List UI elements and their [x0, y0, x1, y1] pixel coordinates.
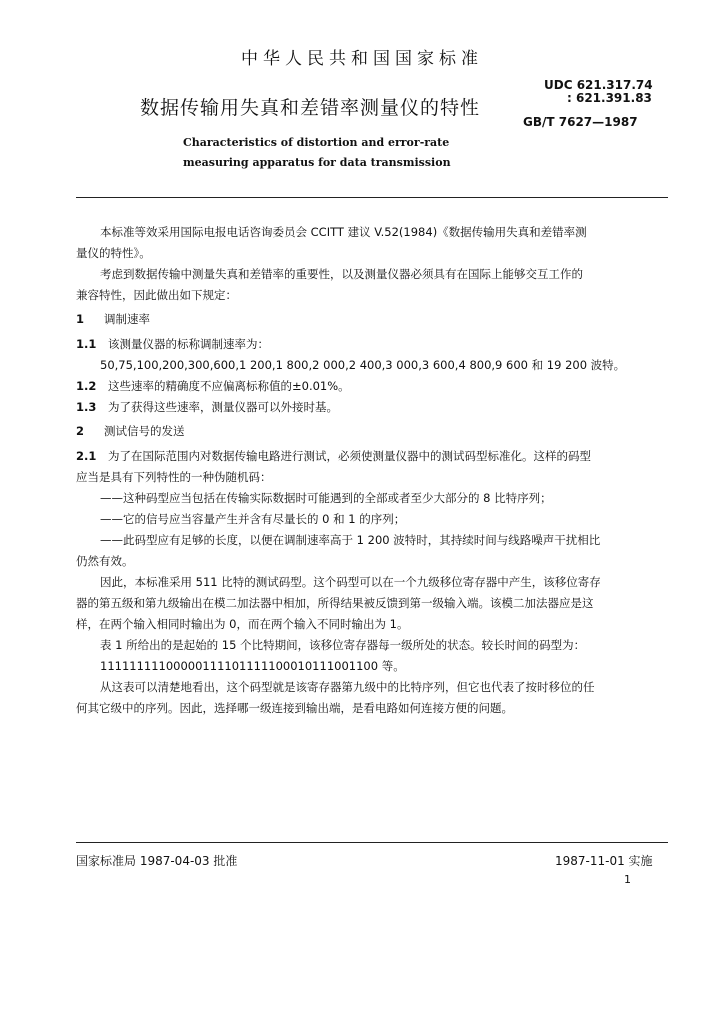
document-title-en-line1: Characteristics of distortion and error-rate	[183, 136, 450, 149]
section-2-number: 2	[76, 424, 85, 438]
section-1-title: 调制速率	[104, 312, 150, 326]
clause-2-1-line1	[76, 446, 668, 467]
clause-2-1-line2: 应当是具有下列特性的一种伪随机码：	[76, 470, 272, 484]
paragraph-c-line2: 何其它级中的序列。因此，选择哪一级连接到输出端，是看电路如何连接方便的问题。	[76, 701, 513, 715]
dash-item-3-line1: ——此码型应有足够的长度，以便在调制速率高于 1 200 波特时，其持续时间与线路噪声干扰相比	[100, 533, 601, 547]
document-title-cn: 数据传输用失真和差错率测量仪的特性	[140, 97, 481, 119]
clause-1-1-number: 1.1	[76, 337, 97, 351]
paragraph-a-line2: 器的第五级和第九级输出在模二加法器中相加，所得结果被反馈到第一级输入端。该模二加法器应是这	[76, 596, 594, 610]
implementation-date: 1987-11-01 实施	[555, 854, 653, 868]
clause-2-1-text: 为了在国际范围内对数据传输电路进行测试，必须使测量仪器中的测试码型标准化。这样的码型	[108, 449, 591, 463]
intro-paragraph-2-line1: 考虑到数据传输中测量失真和差错率的重要性，以及测量仪器必须具有在国际上能够交互工作的	[100, 267, 583, 281]
section-1-heading	[76, 309, 668, 330]
clause-1-2-text: 这些速率的精确度不应偏离标称值的±0.01%。	[108, 379, 350, 393]
clause-1-1-text: 该测量仪器的标称调制速率为：	[108, 337, 269, 351]
clause-1-3-number: 1.3	[76, 400, 97, 414]
page-number: 1	[624, 873, 631, 886]
intro-paragraph-2-line2: 兼容特性，因此做出如下规定：	[76, 288, 237, 302]
approval-date: 国家标准局 1987-04-03 批准	[76, 854, 238, 868]
standard-name: 中华人民共和国国家标准	[241, 49, 483, 69]
dash-item-1: ——这种码型应当包括在传输实际数据时可能遇到的全部或者至少大部分的 8 比特序列；	[100, 491, 552, 505]
clause-1-1-rates: 50,75,100,200,300,600,1 200,1 800,2 000,2 400,3 000,3 600,4 800,9 600 和 19 200 波特。	[100, 358, 626, 372]
bottom-divider	[76, 842, 668, 843]
paragraph-b-line2: 11111111100000111101111100010111001100 等。	[100, 659, 405, 673]
clause-2-1-number: 2.1	[76, 449, 97, 463]
udc-code-line1: UDC 621.317.74	[544, 78, 653, 92]
clause-1-2-number: 1.2	[76, 379, 97, 393]
top-divider	[76, 197, 668, 198]
dash-item-2: ——它的信号应当容量产生并含有尽量长的 0 和 1 的序列；	[100, 512, 406, 526]
body-content	[76, 222, 668, 719]
gbt-number: GB/T 7627—1987	[523, 115, 638, 129]
section-2-heading	[76, 421, 668, 442]
paragraph-a-line3: 样，在两个输入相同时输出为 0，而在两个输入不同时输出为 1。	[76, 617, 409, 631]
section-1-number: 1	[76, 312, 85, 326]
udc-code-line2: : 621.391.83	[567, 91, 652, 105]
paragraph-a-line1: 因此，本标准采用 511 比特的测试码型。这个码型可以在一个九级移位寄存器中产生，该移位寄存	[100, 575, 601, 589]
clause-1-3-text: 为了获得这些速率，测量仪器可以外接时基。	[108, 400, 338, 414]
intro-paragraph-1-line1: 本标准等效采用国际电报电话咨询委员会 CCITT 建议 V.52(1984)《数据传输用失真和差错率测	[100, 225, 587, 239]
intro-paragraph-1-line2: 量仪的特性》。	[76, 246, 151, 260]
clause-1-1	[76, 334, 668, 355]
paragraph-b-line1: 表 1 所给出的是起始的 15 个比特期间，该移位寄存器每一级所处的状态。较长时间的码型为：	[100, 638, 586, 652]
dash-item-3-line2: 仍然有效。	[76, 554, 134, 568]
paragraph-c-line1: 从这表可以清楚地看出，这个码型就是该寄存器第九级中的比特序列，但它也代表了按时移位的任	[100, 680, 595, 694]
section-2-title: 测试信号的发送	[104, 424, 185, 438]
clause-1-2	[76, 376, 668, 397]
document-title-en-line2: measuring apparatus for data transmission	[183, 156, 451, 169]
clause-1-3	[76, 397, 668, 418]
